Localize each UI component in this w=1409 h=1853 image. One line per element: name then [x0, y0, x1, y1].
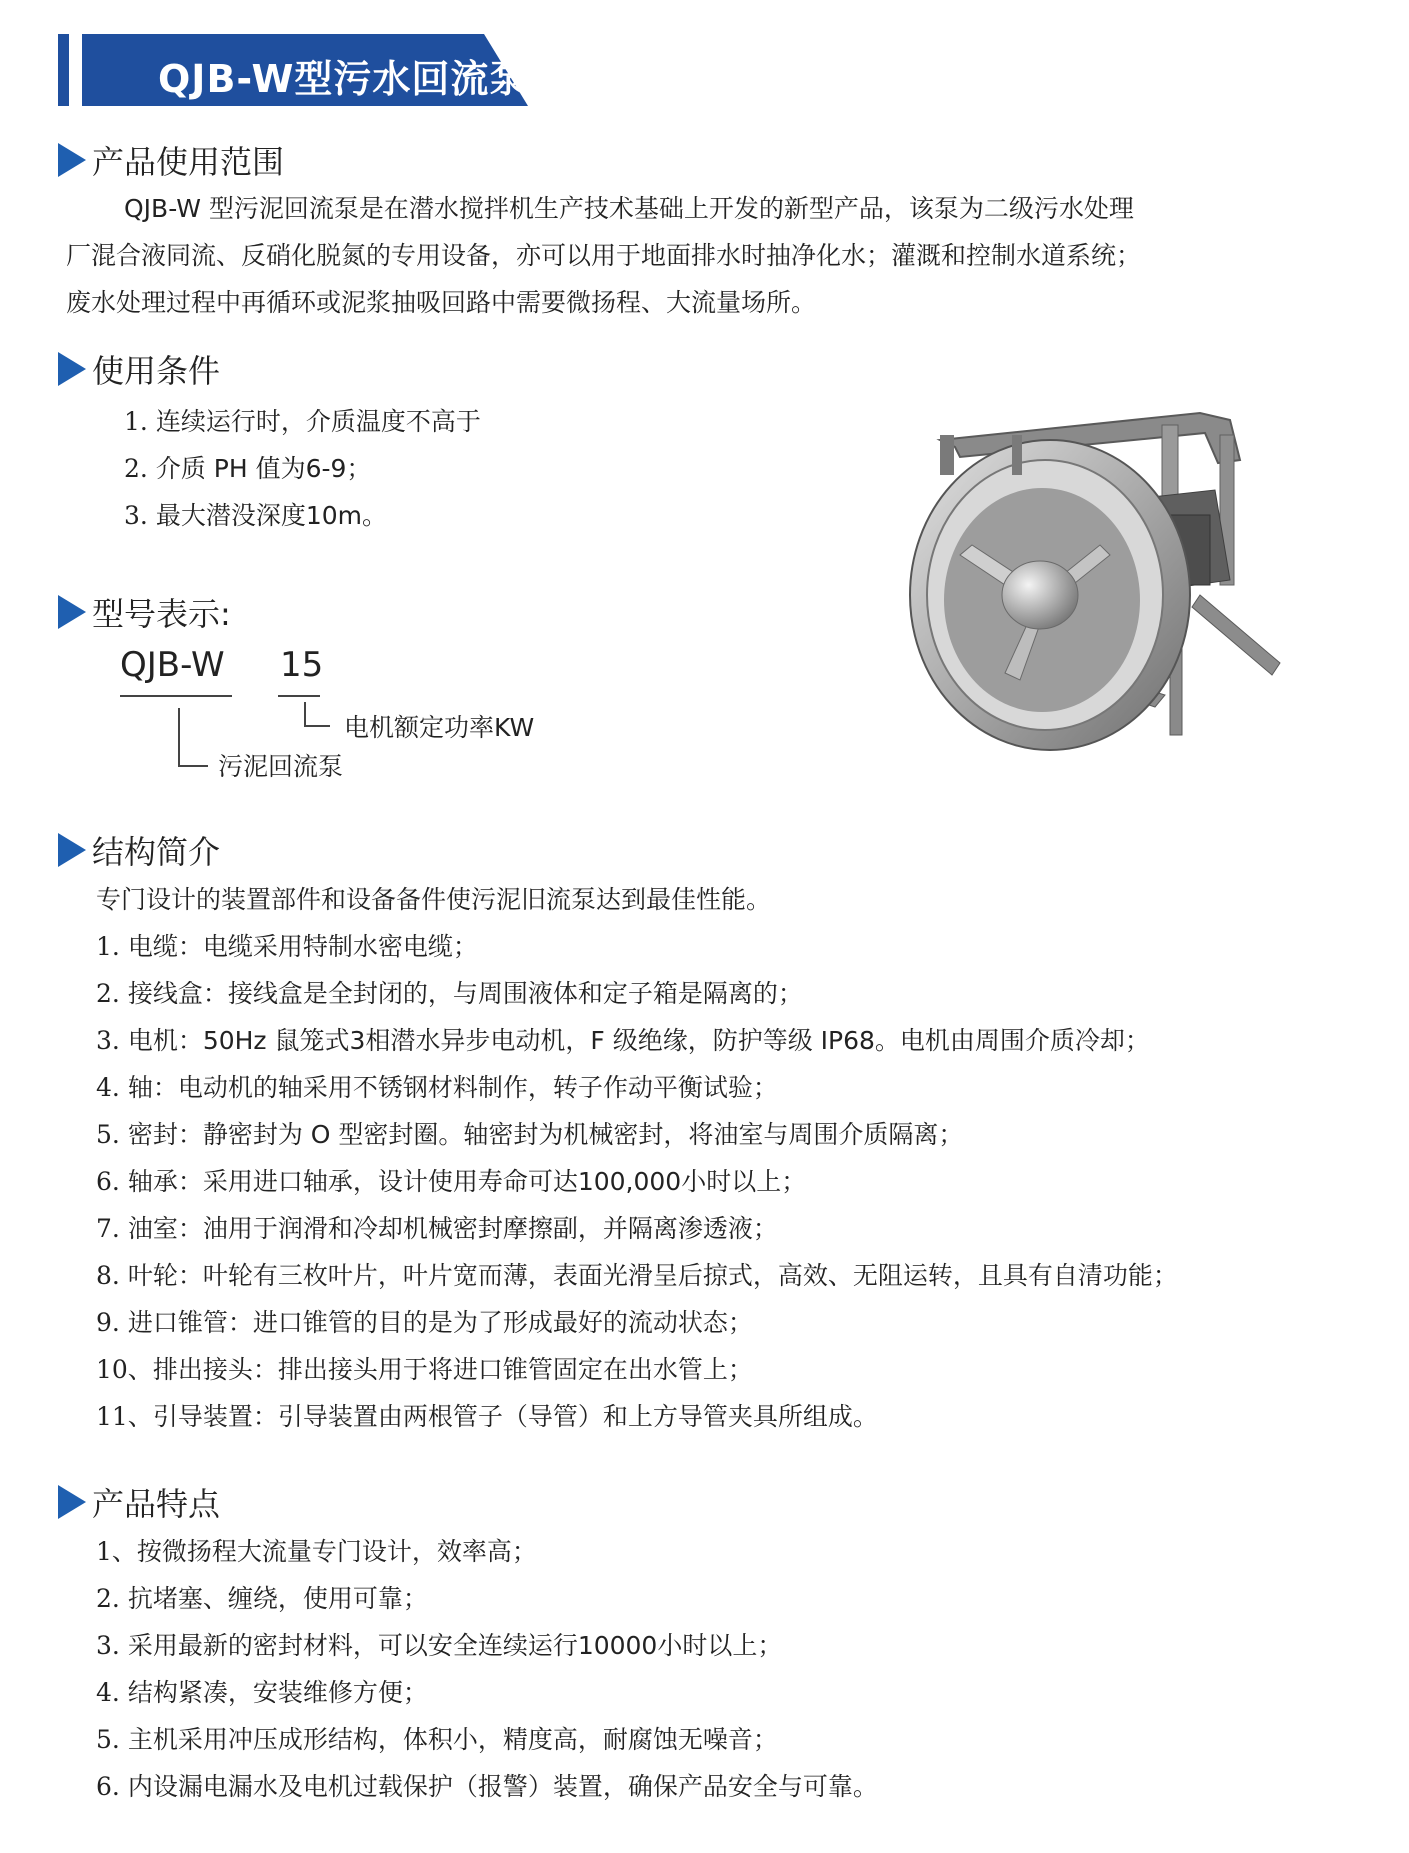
code-underline	[120, 695, 232, 697]
triangle-bullet-icon	[58, 1485, 86, 1519]
paragraph-line: 废水处理过程中再循环或泥浆抽吸回路中需要微扬程、大流量场所。	[66, 288, 817, 317]
list-item: 2. 接线盒：接线盒是全封闭的，与周围液体和定子箱是隔离的；	[96, 979, 803, 1008]
section-title: 型号表示:	[92, 595, 231, 633]
section-heading-conditions	[58, 347, 220, 391]
code-connector-horizontal	[178, 765, 208, 767]
section-title: 产品使用范围	[92, 143, 285, 181]
list-item: 1. 连续运行时，介质温度不高于	[124, 407, 481, 436]
list-item: 1. 电缆：电缆采用特制水密电缆；	[96, 932, 478, 961]
list-item: 5. 密封：静密封为 O 型密封圈。轴密封为机械密封，将油室与周围介质隔离；	[96, 1120, 964, 1149]
model-code: QJB-W	[120, 645, 225, 685]
model-power: 15	[280, 645, 324, 685]
model-notation-diagram	[120, 645, 640, 785]
paragraph-line: QJB-W 型污泥回流泵是在潜水搅拌机生产技术基础上开发的新型产品，该泵为二级污水处理	[124, 194, 1134, 223]
list-item: 9. 进口锥管：进口锥管的目的是为了形成最好的流动状态；	[96, 1308, 753, 1337]
section-heading-structure	[58, 828, 220, 872]
features-list	[96, 1528, 878, 1810]
list-item: 3. 最大潜没深度10m。	[124, 501, 387, 530]
section-title: 使用条件	[92, 352, 221, 390]
section-heading-model	[58, 590, 231, 634]
section-heading-usage	[58, 138, 284, 182]
power-label: 电机额定功率KW	[344, 713, 535, 742]
title-banner	[58, 34, 528, 106]
structure-list	[96, 923, 1178, 1440]
list-item: 6. 轴承：采用进口轴承，设计使用寿命可达100,000小时以上；	[96, 1167, 807, 1196]
code-label: 污泥回流泵	[218, 752, 344, 781]
list-item: 2. 抗堵塞、缠绕，使用可靠；	[96, 1584, 428, 1613]
list-item: 4. 轴：电动机的轴采用不锈钢材料制作，转子作动平衡试验；	[96, 1073, 778, 1102]
pump-illustration	[900, 395, 1290, 775]
power-connector-vertical	[304, 702, 306, 726]
list-item: 5. 主机采用冲压成形结构，体积小，精度高，耐腐蚀无噪音；	[96, 1725, 778, 1754]
list-item: 4. 结构紧凑，安装维修方便；	[96, 1678, 428, 1707]
triangle-bullet-icon	[58, 143, 86, 177]
title-accent-bar	[58, 34, 69, 106]
triangle-bullet-icon	[58, 595, 86, 629]
power-underline	[278, 695, 320, 697]
power-connector-horizontal	[304, 725, 330, 727]
list-item: 11、引导装置：引导装置由两根管子（导管）和上方导管夹具所组成。	[96, 1402, 878, 1431]
list-item: 2. 介质 PH 值为6-9；	[124, 454, 372, 483]
page-title: QJB-W型污水回流泵	[158, 57, 529, 101]
usage-paragraph	[66, 185, 1336, 326]
section-heading-features	[58, 1480, 220, 1524]
list-item: 3. 采用最新的密封材料，可以安全连续运行10000小时以上；	[96, 1631, 783, 1660]
triangle-bullet-icon	[58, 352, 86, 386]
list-item: 7. 油室：油用于润滑和冷却机械密封摩擦副，并隔离渗透液；	[96, 1214, 778, 1243]
section-title: 结构简介	[92, 833, 221, 871]
list-item: 6. 内设漏电漏水及电机过载保护（报警）装置，确保产品安全与可靠。	[96, 1772, 878, 1801]
section-title: 产品特点	[92, 1485, 221, 1523]
list-item: 3. 电机：50Hz 鼠笼式3相潜水异步电动机，F 级绝缘，防护等级 IP68。电机由周围介质冷却；	[96, 1026, 1150, 1055]
code-connector-vertical	[178, 708, 180, 766]
conditions-list	[124, 398, 481, 539]
list-item: 8. 叶轮：叶轮有三枚叶片，叶片宽而薄，表面光滑呈后掠式，高效、无阻运转，且具有自清功能；	[96, 1261, 1178, 1290]
list-item: 1、按微扬程大流量专门设计，效率高；	[96, 1537, 537, 1566]
structure-intro: 专门设计的装置部件和设备备件使污泥旧流泵达到最佳性能。	[96, 885, 772, 914]
paragraph-line: 厂混合液同流、反硝化脱氮的专用设备，亦可以用于地面排水时抽净化水；灌溉和控制水道系统；	[66, 241, 1142, 270]
triangle-bullet-icon	[58, 833, 86, 867]
list-item: 10、排出接头：排出接头用于将进口锥管固定在出水管上；	[96, 1355, 753, 1384]
